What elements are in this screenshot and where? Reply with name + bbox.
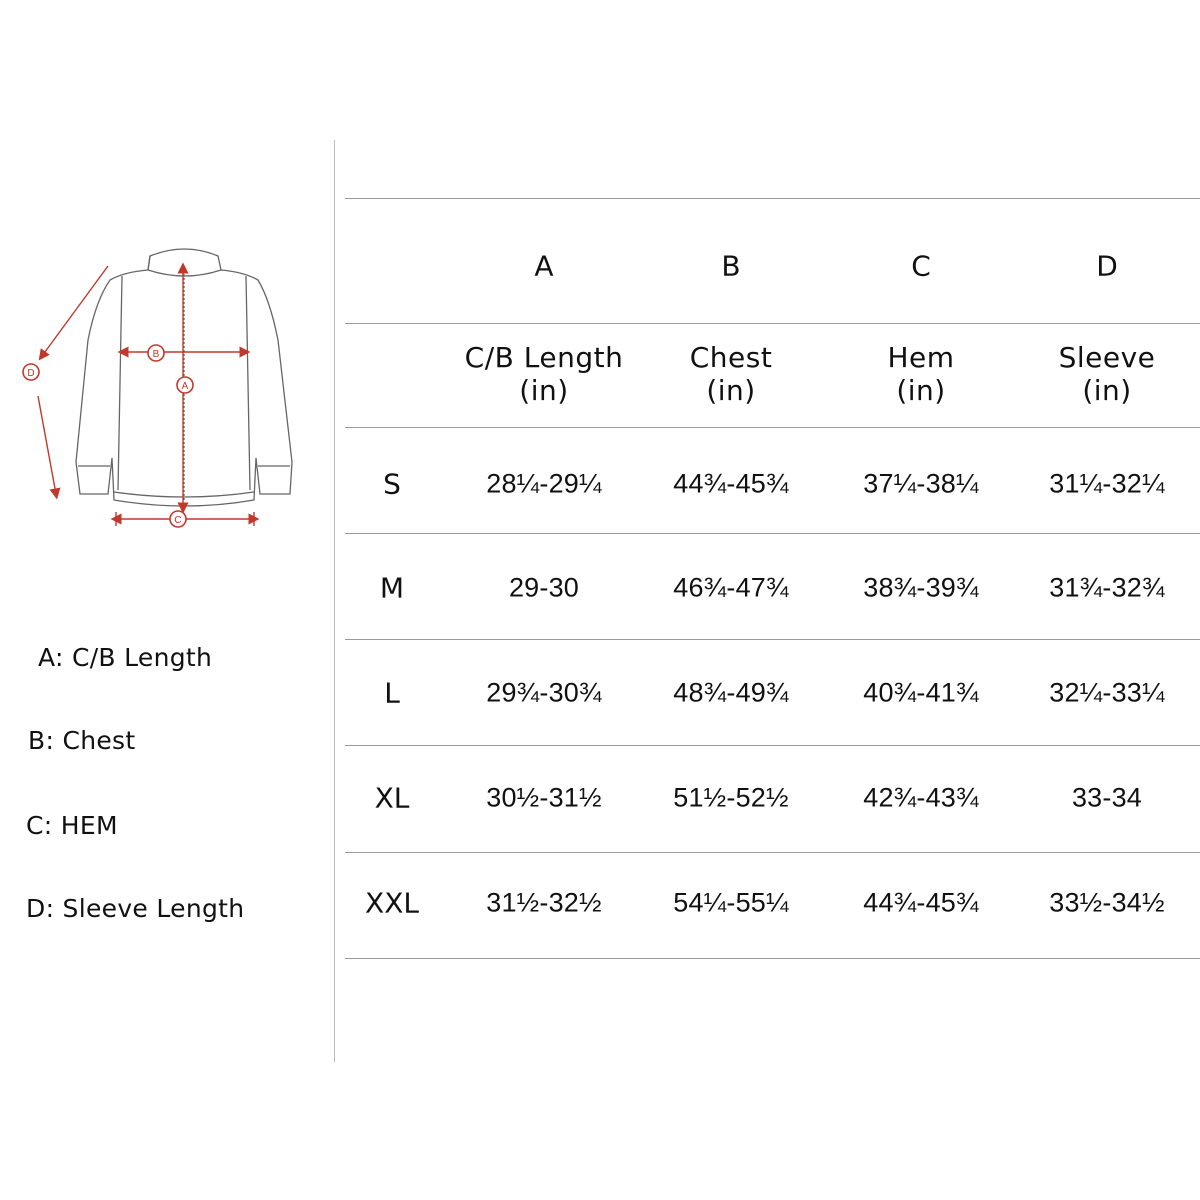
legend-letter: A <box>38 643 55 672</box>
header-name: C/B Length <box>464 341 624 374</box>
table-cell: 31½-32½ <box>486 887 602 918</box>
legend-separator: : <box>54 643 64 672</box>
column-letter-d: D <box>1096 249 1118 283</box>
marker-d <box>23 364 39 380</box>
table-rule <box>345 427 1200 428</box>
legend-separator: : <box>43 811 53 840</box>
legend-separator: : <box>45 726 55 755</box>
table-cell: 29¾-30¾ <box>486 677 602 708</box>
table-cell: 32¼-33¼ <box>1049 677 1165 708</box>
table-rule <box>345 198 1200 199</box>
size-label-xxl: XXL <box>365 886 419 920</box>
size-label-xl: XL <box>374 781 410 815</box>
column-header-hem <box>887 341 954 407</box>
marker-c <box>170 511 186 527</box>
table-cell: 29-30 <box>508 572 580 603</box>
legend-letter: C <box>26 811 44 840</box>
header-unit: (in) <box>519 374 569 407</box>
table-cell: 46¾-47¾ <box>673 572 789 603</box>
legend-letter: B <box>28 726 46 755</box>
header-name: Sleeve <box>1058 341 1156 374</box>
table-rule <box>345 745 1200 746</box>
header-name: Hem <box>887 341 955 374</box>
legend-text: HEM <box>60 811 118 840</box>
jacket-diagram <box>0 230 320 550</box>
table-rule <box>345 639 1200 640</box>
marker-b <box>148 345 164 361</box>
table-cell: 44¾-45¾ <box>673 468 789 499</box>
table-rule <box>345 533 1200 534</box>
column-letter-b: B <box>721 249 741 283</box>
svg-text:D: D <box>27 368 35 379</box>
table-rule <box>345 323 1200 324</box>
header-name: Chest <box>689 341 773 374</box>
header-unit: (in) <box>896 374 946 407</box>
table-cell: 33½-34½ <box>1049 887 1165 918</box>
marker-a <box>177 377 193 393</box>
svg-text:C: C <box>174 515 182 526</box>
svg-text:A: A <box>181 381 189 392</box>
legend-item-d <box>26 894 244 923</box>
column-header-cb-length <box>465 341 624 407</box>
size-label-s: S <box>383 467 401 501</box>
legend-item-b <box>28 726 135 755</box>
table-cell: 54¼-55¼ <box>673 887 789 918</box>
svg-text:B: B <box>152 349 160 360</box>
column-letter-c: C <box>911 249 931 283</box>
table-cell: 28¼-29¼ <box>486 468 602 499</box>
header-unit: (in) <box>1082 374 1132 407</box>
column-header-chest <box>690 341 773 407</box>
column-header-sleeve <box>1059 341 1156 407</box>
header-unit: (in) <box>706 374 756 407</box>
legend-item-a <box>38 643 212 672</box>
table-cell: 33-34 <box>1071 782 1143 813</box>
table-cell: 30½-31½ <box>486 782 602 813</box>
vertical-divider <box>334 140 335 1062</box>
table-cell: 44¾-45¾ <box>863 887 979 918</box>
table-cell: 48¾-49¾ <box>673 677 789 708</box>
legend-letter: D <box>26 894 46 923</box>
table-rule <box>345 958 1200 959</box>
measurement-lines <box>38 266 254 526</box>
legend-text: Chest <box>62 726 136 755</box>
legend-item-c <box>26 811 118 840</box>
table-cell: 38¾-39¾ <box>863 572 979 603</box>
legend-text: Sleeve Length <box>62 894 245 923</box>
column-letter-a: A <box>534 249 554 283</box>
table-cell: 31¾-32¾ <box>1049 572 1165 603</box>
table-rule <box>345 852 1200 853</box>
table-cell: 40¾-41¾ <box>863 677 979 708</box>
size-label-l: L <box>384 676 400 710</box>
legend-separator: : <box>45 894 55 923</box>
legend-text: C/B Length <box>71 643 213 672</box>
table-cell: 51½-52½ <box>673 782 789 813</box>
size-label-m: M <box>379 571 405 605</box>
table-cell: 37¼-38¼ <box>863 468 979 499</box>
table-cell: 42¾-43¾ <box>863 782 979 813</box>
table-cell: 31¼-32¼ <box>1049 468 1165 499</box>
